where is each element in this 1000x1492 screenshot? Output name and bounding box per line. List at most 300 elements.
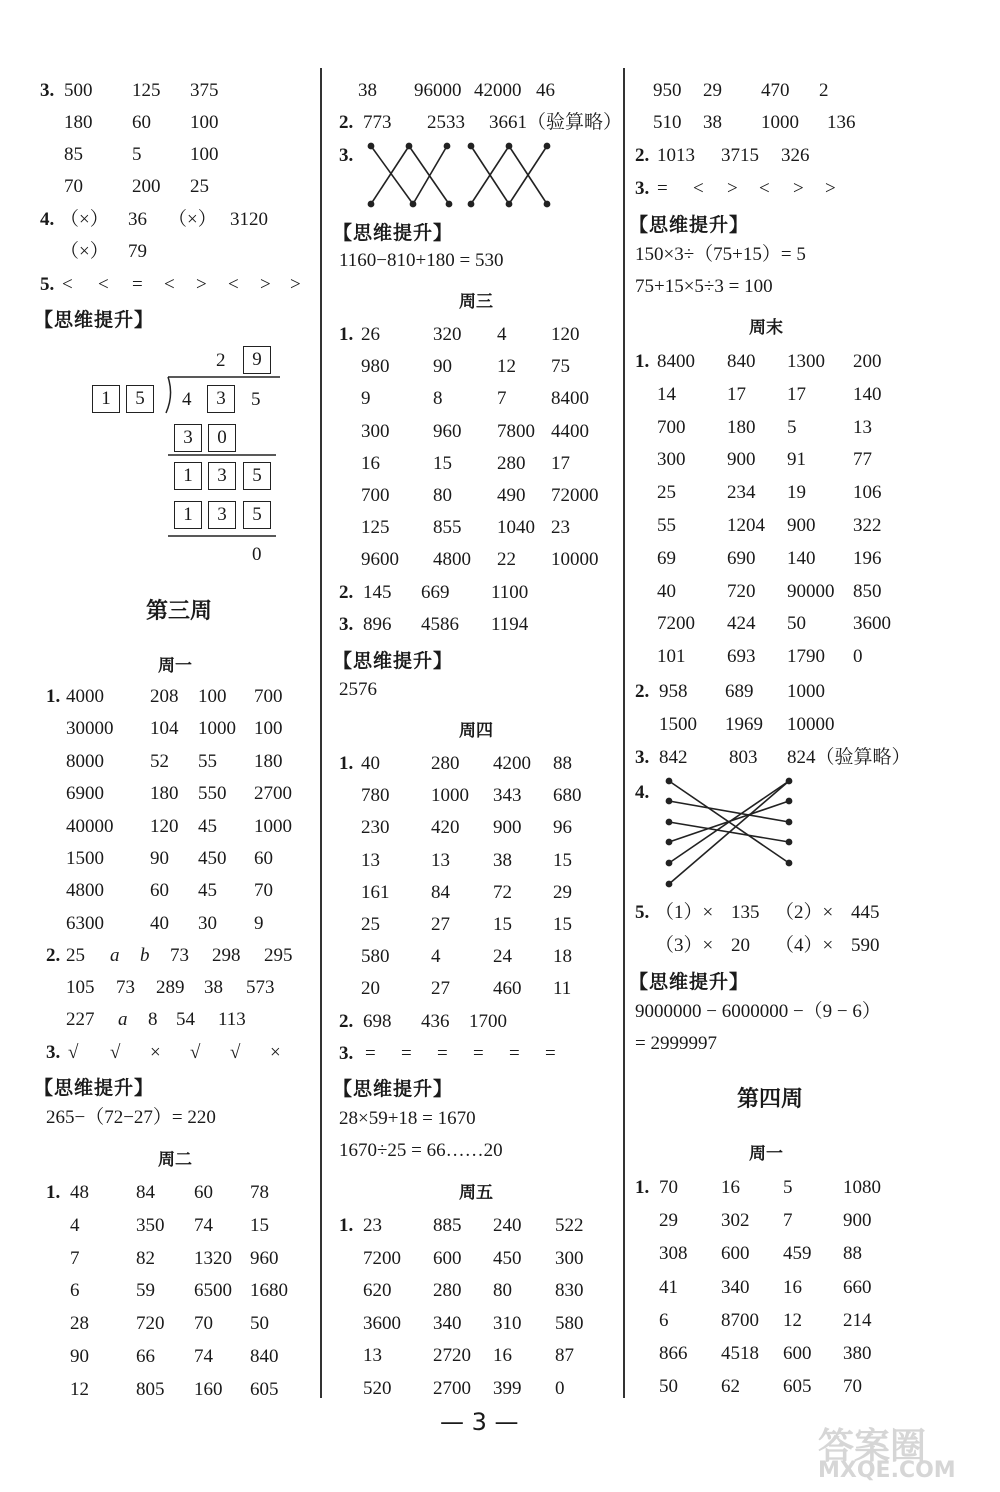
question-number: 2. bbox=[635, 145, 650, 166]
answer-cell: 0 bbox=[853, 646, 863, 668]
answer-cell: 29 bbox=[659, 1210, 678, 1232]
answer-cell: 96 bbox=[553, 817, 572, 839]
answer-cell: 22 bbox=[497, 549, 516, 571]
equation: 75+15×5÷3 = 100 bbox=[635, 276, 773, 297]
answer-cell: 82 bbox=[136, 1247, 155, 1269]
answer-cell: 1080 bbox=[843, 1177, 881, 1198]
week-title: 第四周 bbox=[737, 1086, 804, 1112]
answer-cell: 41 bbox=[659, 1276, 678, 1298]
answer-cell: < bbox=[62, 274, 73, 295]
answer-cell: 4000 bbox=[66, 686, 104, 707]
answer-cell: 15 bbox=[553, 914, 572, 935]
answer-cell: 90 bbox=[150, 848, 169, 869]
answer-cell: 136 bbox=[827, 112, 856, 133]
answer-cell: 16 bbox=[361, 452, 380, 474]
answer-cell: 900 bbox=[727, 449, 756, 471]
question-number: 1. bbox=[339, 1215, 354, 1236]
answer-cell: < bbox=[164, 274, 175, 295]
answer-cell: 80 bbox=[433, 485, 452, 506]
answer-cell: 8 bbox=[433, 388, 443, 410]
answer-cell: 120 bbox=[551, 324, 580, 345]
answer-cell: 470 bbox=[761, 80, 790, 101]
answer-cell: 326 bbox=[781, 145, 810, 166]
answer-cell: 450 bbox=[493, 1247, 522, 1269]
answer-cell: 140 bbox=[787, 547, 816, 569]
question-number: 3. bbox=[339, 614, 354, 635]
product-box: 3 bbox=[174, 424, 202, 452]
answer-cell: 45 bbox=[198, 880, 217, 902]
answer-cell: 780 bbox=[361, 785, 390, 807]
answer-cell: 4200 bbox=[493, 753, 531, 774]
question-number: 1. bbox=[339, 324, 354, 345]
answer-cell: 2700 bbox=[254, 783, 292, 805]
answer-cell: （1）× bbox=[655, 902, 714, 923]
column-divider-2 bbox=[623, 68, 625, 1398]
answer-cell: 3661（验算略） bbox=[489, 112, 623, 133]
answer-cell: 420 bbox=[431, 817, 460, 839]
answer-cell: 445 bbox=[851, 902, 880, 923]
answer-cell: 180 bbox=[727, 416, 756, 438]
answer-cell: 510 bbox=[653, 112, 682, 133]
answer-cell: 60 bbox=[254, 848, 273, 869]
answer-cell: 9600 bbox=[361, 549, 399, 571]
answer-cell: 45 bbox=[198, 815, 217, 837]
answer-cell: 7200 bbox=[363, 1247, 401, 1269]
answer-cell: 300 bbox=[657, 449, 686, 471]
answer-cell: 490 bbox=[497, 485, 526, 506]
answer-cell: 50 bbox=[659, 1376, 678, 1398]
page-number: — 3 — bbox=[440, 1408, 519, 1436]
answer-cell: 8000 bbox=[66, 750, 104, 772]
answer-cell: 25 bbox=[361, 914, 380, 935]
section-heading: 【思维提升】 bbox=[333, 222, 454, 244]
answer-cell: 320 bbox=[433, 324, 462, 345]
answer-cell: 6 bbox=[659, 1309, 669, 1331]
answer-cell: 11 bbox=[553, 978, 572, 1000]
answer-cell: 227 bbox=[66, 1009, 95, 1030]
question-number: 3. bbox=[339, 1043, 354, 1064]
answer-cell: 1040 bbox=[497, 517, 535, 539]
answer-cell: 308 bbox=[659, 1243, 688, 1265]
answer-cell: 450 bbox=[198, 848, 227, 869]
answer-cell: 88 bbox=[843, 1243, 862, 1265]
answer-cell: 20 bbox=[361, 978, 380, 1000]
answer-cell: < bbox=[759, 178, 770, 199]
answer-cell: 70 bbox=[843, 1376, 862, 1398]
answer-cell: 125 bbox=[361, 517, 390, 539]
equation: 28×59+18 = 1670 bbox=[339, 1108, 476, 1129]
answer-cell: 113 bbox=[218, 1009, 246, 1030]
answer-cell: 680 bbox=[553, 785, 582, 807]
answer-cell: 96000 bbox=[414, 80, 462, 101]
answer-cell: 70 bbox=[194, 1313, 213, 1335]
answer-cell: 960 bbox=[250, 1247, 279, 1269]
section-heading: 【思维提升】 bbox=[629, 214, 750, 236]
answer-cell: 3715 bbox=[721, 145, 759, 166]
remainder-box: 5 bbox=[243, 462, 271, 490]
answer-cell: 720 bbox=[727, 580, 756, 602]
answer-cell: 580 bbox=[361, 946, 390, 968]
answer-cell: （×） bbox=[168, 209, 217, 230]
answer-cell: 40 bbox=[150, 912, 169, 934]
answer-cell: 161 bbox=[361, 881, 390, 903]
answer-cell: 27 bbox=[431, 914, 450, 935]
answer-cell: 80 bbox=[493, 1280, 512, 1302]
answer-cell: 70 bbox=[659, 1177, 678, 1198]
question-number: 3. bbox=[635, 178, 650, 199]
answer-cell: 90 bbox=[433, 356, 452, 378]
answer-cell: 40 bbox=[361, 753, 380, 774]
answer-cell: 896 bbox=[363, 614, 392, 635]
answer-cell: 280 bbox=[431, 753, 460, 774]
section-heading: 【思维提升】 bbox=[333, 650, 454, 672]
answer-cell: 605 bbox=[783, 1376, 812, 1398]
answer-cell: 302 bbox=[721, 1210, 750, 1232]
answer-cell: 17 bbox=[787, 383, 806, 405]
answer-cell: 950 bbox=[653, 80, 682, 101]
answer-cell: = bbox=[509, 1043, 520, 1064]
answer-cell: 17 bbox=[551, 452, 570, 474]
answer-cell: 805 bbox=[136, 1378, 165, 1400]
answer-cell: 13 bbox=[853, 416, 872, 438]
answer-cell: 4400 bbox=[551, 420, 589, 442]
answer-cell: 3120 bbox=[230, 209, 268, 230]
answer-cell: 1680 bbox=[250, 1280, 288, 1302]
equation: 265−（72−27）= 220 bbox=[46, 1107, 216, 1128]
answer-cell: 842 bbox=[659, 747, 688, 768]
answer-cell: 13 bbox=[361, 849, 380, 871]
section-heading: 【思维提升】 bbox=[333, 1078, 454, 1100]
watermark-url: MXQE.COM bbox=[818, 1458, 956, 1483]
answer-cell: 2700 bbox=[433, 1378, 471, 1399]
remainder-box: 1 bbox=[174, 462, 202, 490]
answer-cell: 900 bbox=[843, 1210, 872, 1232]
matching-lines-diagram bbox=[627, 0, 1000, 900]
answer-cell: 23 bbox=[363, 1215, 382, 1236]
answer-cell: 4800 bbox=[433, 549, 471, 571]
answer-cell: 100 bbox=[254, 718, 283, 740]
answer-cell: 54 bbox=[176, 1009, 195, 1030]
answer-cell: 693 bbox=[727, 646, 756, 668]
answer-cell: 72000 bbox=[551, 485, 599, 506]
divisor-box: 1 bbox=[92, 385, 120, 413]
dividend-box: 3 bbox=[207, 385, 235, 413]
answer-cell: 689 bbox=[725, 681, 754, 702]
answer-cell: 773 bbox=[363, 112, 392, 133]
answer-cell: 9 bbox=[254, 912, 264, 934]
answer-cell: 620 bbox=[363, 1280, 392, 1302]
answer-cell: 958 bbox=[659, 681, 688, 702]
product-box: 0 bbox=[208, 424, 236, 452]
answer-cell: 105 bbox=[66, 977, 95, 998]
quotient-digit: 2 bbox=[216, 350, 226, 371]
answer-cell: 30 bbox=[198, 912, 217, 934]
answer-cell: 70 bbox=[254, 880, 273, 902]
answer-cell: 84 bbox=[136, 1182, 155, 1203]
answer-cell: 700 bbox=[657, 416, 686, 438]
answer-cell: 424 bbox=[727, 613, 756, 635]
answer-cell: 100 bbox=[198, 686, 227, 707]
product-box: 5 bbox=[243, 501, 271, 529]
answer-cell: 60 bbox=[132, 112, 151, 133]
answer-cell: 7 bbox=[497, 388, 507, 410]
answer-cell: 101 bbox=[657, 646, 686, 668]
column-2 bbox=[323, 0, 623, 1400]
answer-cell: √ bbox=[110, 1042, 121, 1063]
answer-cell: 0 bbox=[555, 1378, 565, 1399]
answer-cell: 1320 bbox=[194, 1247, 232, 1269]
question-number: 1. bbox=[339, 753, 354, 774]
question-number: 1. bbox=[635, 1177, 650, 1198]
answer-cell: 29 bbox=[553, 881, 572, 903]
answer-cell: 75 bbox=[551, 356, 570, 378]
quotient-box: 9 bbox=[243, 346, 271, 374]
answer-cell: a bbox=[118, 1009, 128, 1030]
answer-cell: 208 bbox=[150, 686, 179, 707]
answer-cell: 690 bbox=[727, 547, 756, 569]
answer-cell: 1000 bbox=[254, 815, 292, 837]
answer-cell: 38 bbox=[493, 849, 512, 871]
answer-cell: b bbox=[140, 945, 150, 966]
answer-cell: 84 bbox=[431, 881, 450, 903]
answer-cell: 573 bbox=[246, 977, 275, 998]
product-box: 3 bbox=[208, 501, 236, 529]
day-heading: 周一 bbox=[158, 656, 192, 676]
answer-cell: 160 bbox=[194, 1378, 223, 1400]
section-heading: 【思维提升】 bbox=[34, 1077, 155, 1099]
answer-cell: 120 bbox=[150, 815, 179, 837]
answer-cell: 77 bbox=[853, 449, 872, 471]
question-number: 1. bbox=[46, 1182, 61, 1203]
answer-cell: 38 bbox=[703, 112, 722, 133]
section-heading: 【思维提升】 bbox=[629, 971, 750, 993]
answer-cell: 12 bbox=[783, 1309, 802, 1331]
answer-cell: 460 bbox=[493, 978, 522, 1000]
answer-cell: 104 bbox=[150, 718, 179, 740]
answer-cell: 14 bbox=[657, 383, 676, 405]
answer-cell: 214 bbox=[843, 1309, 872, 1331]
question-number: 3. bbox=[40, 80, 55, 101]
answer-cell: 1204 bbox=[727, 515, 765, 536]
answer-cell: 36 bbox=[128, 209, 147, 230]
question-number: 4. bbox=[40, 209, 55, 230]
answer-cell: 88 bbox=[553, 753, 572, 774]
answer-cell: （×） bbox=[60, 209, 109, 230]
answer-cell: 180 bbox=[64, 112, 93, 133]
answer-cell: 2720 bbox=[433, 1345, 471, 1367]
answer-cell: 350 bbox=[136, 1214, 165, 1236]
answer-cell: 234 bbox=[727, 482, 756, 504]
answer-cell: 380 bbox=[843, 1343, 872, 1364]
answer-cell: 660 bbox=[843, 1276, 872, 1298]
equation: 1670÷25 = 66……20 bbox=[339, 1140, 503, 1161]
question-number: 2. bbox=[46, 945, 61, 966]
watermark-logo: 答案圈 bbox=[818, 1426, 927, 1467]
answer-cell: 74 bbox=[194, 1346, 213, 1367]
answer-cell: 15 bbox=[493, 914, 512, 935]
answer-cell: 135 bbox=[731, 902, 760, 923]
answer-cell: 90000 bbox=[787, 580, 835, 602]
answer-cell: 289 bbox=[156, 977, 185, 998]
day-heading: 周四 bbox=[459, 721, 493, 741]
answer-cell: （4）× bbox=[775, 935, 834, 956]
question-number: 3. bbox=[46, 1042, 61, 1063]
answer-cell: 25 bbox=[66, 945, 85, 966]
answer-cell: 830 bbox=[555, 1280, 584, 1302]
answer-cell: > bbox=[260, 274, 271, 295]
answer-cell: 669 bbox=[421, 582, 450, 603]
product-box: 1 bbox=[174, 501, 202, 529]
answer-cell: 500 bbox=[64, 80, 93, 101]
answer-cell: 600 bbox=[783, 1343, 812, 1364]
answer-cell: 50 bbox=[787, 613, 806, 635]
answer-cell: > bbox=[825, 178, 836, 199]
answer-cell: 280 bbox=[497, 452, 526, 474]
answer-cell: 106 bbox=[853, 482, 882, 504]
answer-cell: 866 bbox=[659, 1343, 688, 1364]
day-heading: 周二 bbox=[158, 1150, 192, 1170]
answer-cell: 52 bbox=[150, 750, 169, 772]
answer-cell: 600 bbox=[721, 1243, 750, 1265]
question-number: 2. bbox=[339, 582, 354, 603]
answer-cell: 13 bbox=[363, 1345, 382, 1367]
answer-cell: 8400 bbox=[551, 388, 589, 410]
answer-cell: 145 bbox=[363, 582, 392, 603]
answer-cell: 1500 bbox=[66, 848, 104, 869]
answer-cell: 48 bbox=[70, 1182, 89, 1203]
question-number: 4. bbox=[635, 782, 650, 803]
answer-cell: 322 bbox=[853, 515, 882, 536]
answer-cell: 87 bbox=[555, 1345, 574, 1367]
question-number: 3. bbox=[635, 747, 650, 768]
answer-cell: （3）× bbox=[655, 935, 714, 956]
day-heading: 周三 bbox=[459, 292, 493, 312]
answer-cell: 1100 bbox=[491, 582, 529, 603]
answer-cell: 600 bbox=[433, 1247, 462, 1269]
answer-cell: > bbox=[727, 178, 738, 199]
answer-cell: 16 bbox=[783, 1276, 802, 1298]
answer-cell: 850 bbox=[853, 580, 882, 602]
column-3 bbox=[627, 0, 1000, 1400]
answer-cell: 340 bbox=[433, 1312, 462, 1334]
answer-cell: 7800 bbox=[497, 420, 535, 442]
answer-cell: 74 bbox=[194, 1214, 213, 1236]
answer-cell: 520 bbox=[363, 1378, 392, 1399]
answer-cell: 6500 bbox=[194, 1280, 232, 1302]
answer-cell: 4586 bbox=[421, 614, 459, 635]
answer-cell: √ bbox=[230, 1042, 241, 1063]
section-heading: 【思维提升】 bbox=[34, 309, 155, 331]
answer-cell: 30000 bbox=[66, 718, 114, 740]
answer-cell: 900 bbox=[493, 817, 522, 839]
answer-cell: 803 bbox=[729, 747, 758, 768]
answer-cell: 90 bbox=[70, 1346, 89, 1367]
answer-cell: 12 bbox=[497, 356, 516, 378]
answer-cell: 9 bbox=[361, 388, 371, 410]
answer-cell: = bbox=[365, 1043, 376, 1064]
answer-cell: 100 bbox=[190, 112, 219, 133]
week-title: 第三周 bbox=[146, 598, 213, 624]
answer-cell: 4800 bbox=[66, 880, 104, 902]
answer-cell: 605 bbox=[250, 1378, 279, 1400]
column-1 bbox=[0, 0, 320, 1400]
answer-cell: 980 bbox=[361, 356, 390, 378]
divisor-box: 5 bbox=[126, 385, 154, 413]
answer-cell: 73 bbox=[116, 977, 135, 998]
answer-cell: 436 bbox=[421, 1011, 450, 1032]
answer-cell: 140 bbox=[853, 383, 882, 405]
answer-cell: 1500 bbox=[659, 714, 697, 735]
answer-cell: 8700 bbox=[721, 1309, 759, 1331]
answer-cell: 26 bbox=[361, 324, 380, 345]
answer-cell: 72 bbox=[493, 881, 512, 903]
answer-cell: 1194 bbox=[491, 614, 529, 635]
answer-cell: 70 bbox=[64, 176, 83, 197]
answer-cell: 28 bbox=[70, 1313, 89, 1335]
answer-cell: 23 bbox=[551, 517, 570, 539]
answer-cell: = bbox=[545, 1043, 556, 1064]
answer-cell: 310 bbox=[493, 1312, 522, 1334]
answer-cell: 19 bbox=[787, 482, 806, 504]
answer-cell: 62 bbox=[721, 1376, 740, 1398]
answer-cell: 840 bbox=[727, 351, 756, 372]
answer-cell: 78 bbox=[250, 1182, 269, 1203]
answer-cell: 550 bbox=[198, 783, 227, 805]
answer-cell: 27 bbox=[431, 978, 450, 1000]
answer-cell: 13 bbox=[431, 849, 450, 871]
answer-cell: 196 bbox=[853, 547, 882, 569]
answer-cell: 1000 bbox=[787, 681, 825, 702]
answer-cell: 25 bbox=[657, 482, 676, 504]
answer-cell: 60 bbox=[150, 880, 169, 902]
answer-cell: 8400 bbox=[657, 351, 695, 372]
answer-cell: 840 bbox=[250, 1346, 279, 1367]
answer-cell: 6 bbox=[70, 1280, 80, 1302]
answer-cell: 230 bbox=[361, 817, 390, 839]
question-number: 2. bbox=[339, 112, 354, 133]
answer-cell: 824（验算略） bbox=[787, 747, 911, 768]
answer-cell: 20 bbox=[731, 935, 750, 956]
answer-cell: 200 bbox=[132, 176, 161, 197]
answer-cell: 1000 bbox=[198, 718, 236, 740]
answer-cell: = bbox=[401, 1043, 412, 1064]
answer-cell: 340 bbox=[721, 1276, 750, 1298]
answer-cell: = bbox=[437, 1043, 448, 1064]
answer-cell: 25 bbox=[190, 176, 209, 197]
question-number: 3. bbox=[339, 145, 354, 166]
answer-cell: > bbox=[793, 178, 804, 199]
answer-cell: × bbox=[270, 1042, 281, 1063]
answer-cell: 375 bbox=[190, 80, 219, 101]
column-divider-1 bbox=[320, 68, 322, 1398]
answer-cell: < bbox=[228, 274, 239, 295]
answer-cell: 1969 bbox=[725, 714, 763, 735]
answer-cell: 180 bbox=[150, 783, 179, 805]
answer-cell: 15 bbox=[250, 1214, 269, 1236]
answer-cell: 73 bbox=[170, 945, 189, 966]
answer-cell: 2533 bbox=[427, 112, 465, 133]
answer-cell: 6900 bbox=[66, 783, 104, 805]
answer-cell: 16 bbox=[721, 1177, 740, 1198]
answer-cell: 38 bbox=[358, 80, 377, 101]
answer-cell: 85 bbox=[64, 144, 83, 165]
answer-value: 2576 bbox=[339, 679, 377, 700]
answer-cell: 42000 bbox=[474, 80, 522, 101]
answer-cell: 5 bbox=[787, 416, 797, 438]
answer-cell: 59 bbox=[136, 1280, 155, 1302]
question-number: 2. bbox=[339, 1011, 354, 1032]
answer-cell: 180 bbox=[254, 750, 283, 772]
